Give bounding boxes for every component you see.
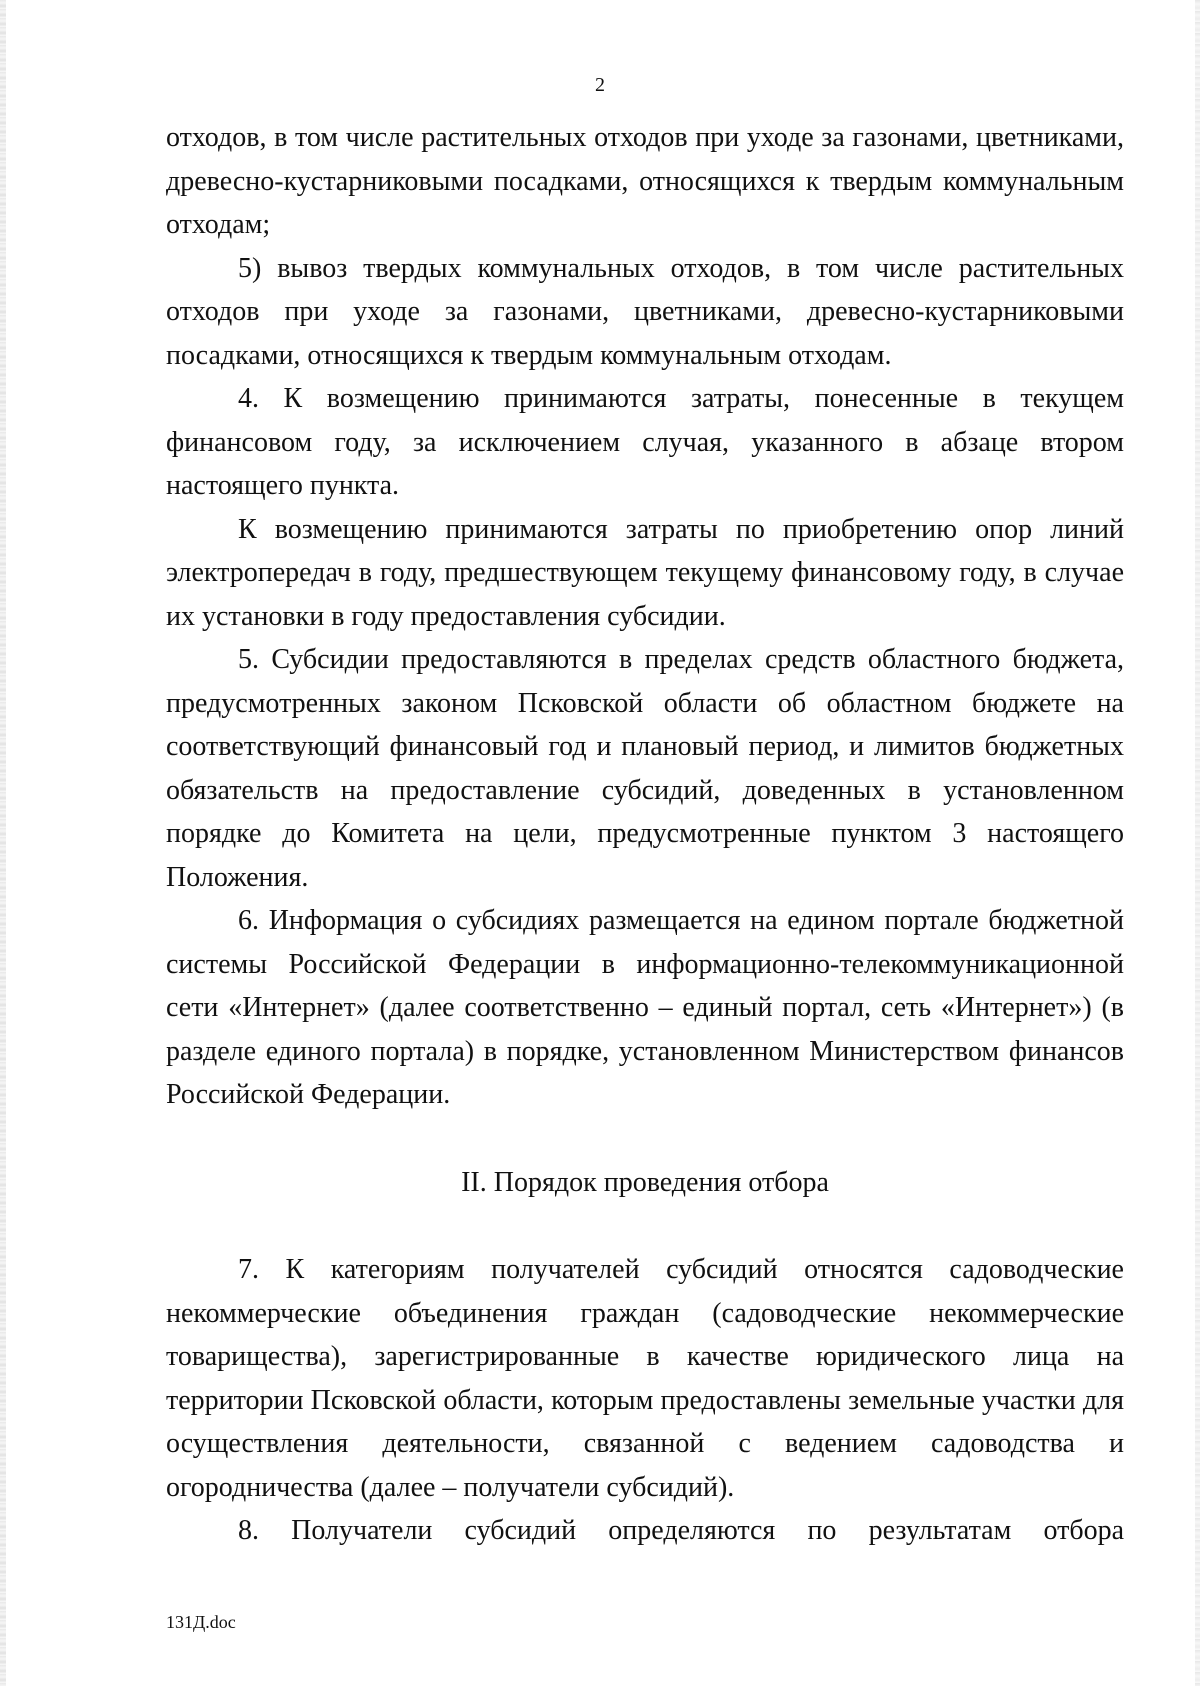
- paragraph-8: 8. Получатели субсидий определяются по результатам отбора: [238, 1515, 1124, 1546]
- paragraph-4-second: К возмещению принимаются затраты по приобретению опор линий электропередач в году, предшествующем текущему финансовому году, в случае их установки в году предоставления субсидии.: [166, 513, 1124, 632]
- paragraph-7: 7. К категориям получателей субсидий относятся садоводческие некоммерческие объединения граждан (садоводческие некоммерческие товарищества), зарегистрированные в качестве юридического лица на территории Псковской области, которым предоставлены земельные участки для осуществления деятельности, связанной с ведением садоводства и огородничества (далее – получатели субсидий).: [166, 1254, 1124, 1503]
- scan-edge-right: [1195, 0, 1200, 1686]
- paragraph-5: 5. Субсидии предоставляются в пределах средств областного бюджета, предусмотренных законом Псковской области об областном бюджете на соответствующий финансовый год и плановый период, и лимитов бюджетных обязательств на предоставление субсидий, доведенных в установленном порядке до Комитета на цели, предусмотренные пунктом 3 настоящего Положения.: [166, 644, 1124, 893]
- paragraph-item-5-waste: 5) вывоз твердых коммунальных отходов, в том числе растительных отходов при уходе за газонами, цветниками, древесно-кустарниковыми посадками, относящихся к твердым коммунальным отходам.: [166, 252, 1124, 371]
- section-title: II. Порядок проведения отбора: [461, 1166, 829, 1198]
- paragraph-6: 6. Информация о субсидиях размещается на едином портале бюджетной системы Российской Федерации в информационно-телекоммуникационной сети «Интернет» (далее соответственно – единый портал, сеть «Интернет») (в разделе единого портала) в порядке, установленном Министерством финансов Российской Федерации.: [166, 905, 1124, 1110]
- scan-edge-left: [0, 0, 6, 1686]
- document-body: [166, 116, 1124, 1553]
- paragraph-continuation: отходов, в том числе растительных отходов при уходе за газонами, цветниками, древесно-кустарниковыми посадками, относящихся к твердым коммунальным отходам;: [166, 122, 1124, 240]
- paragraph-4: 4. К возмещению принимаются затраты, понесенные в текущем финансовом году, за исключением случая, указанного в абзаце втором настоящего пункта.: [166, 383, 1124, 501]
- page-number: 2: [595, 74, 605, 96]
- footer-filename: 131Д.doc: [166, 1612, 236, 1632]
